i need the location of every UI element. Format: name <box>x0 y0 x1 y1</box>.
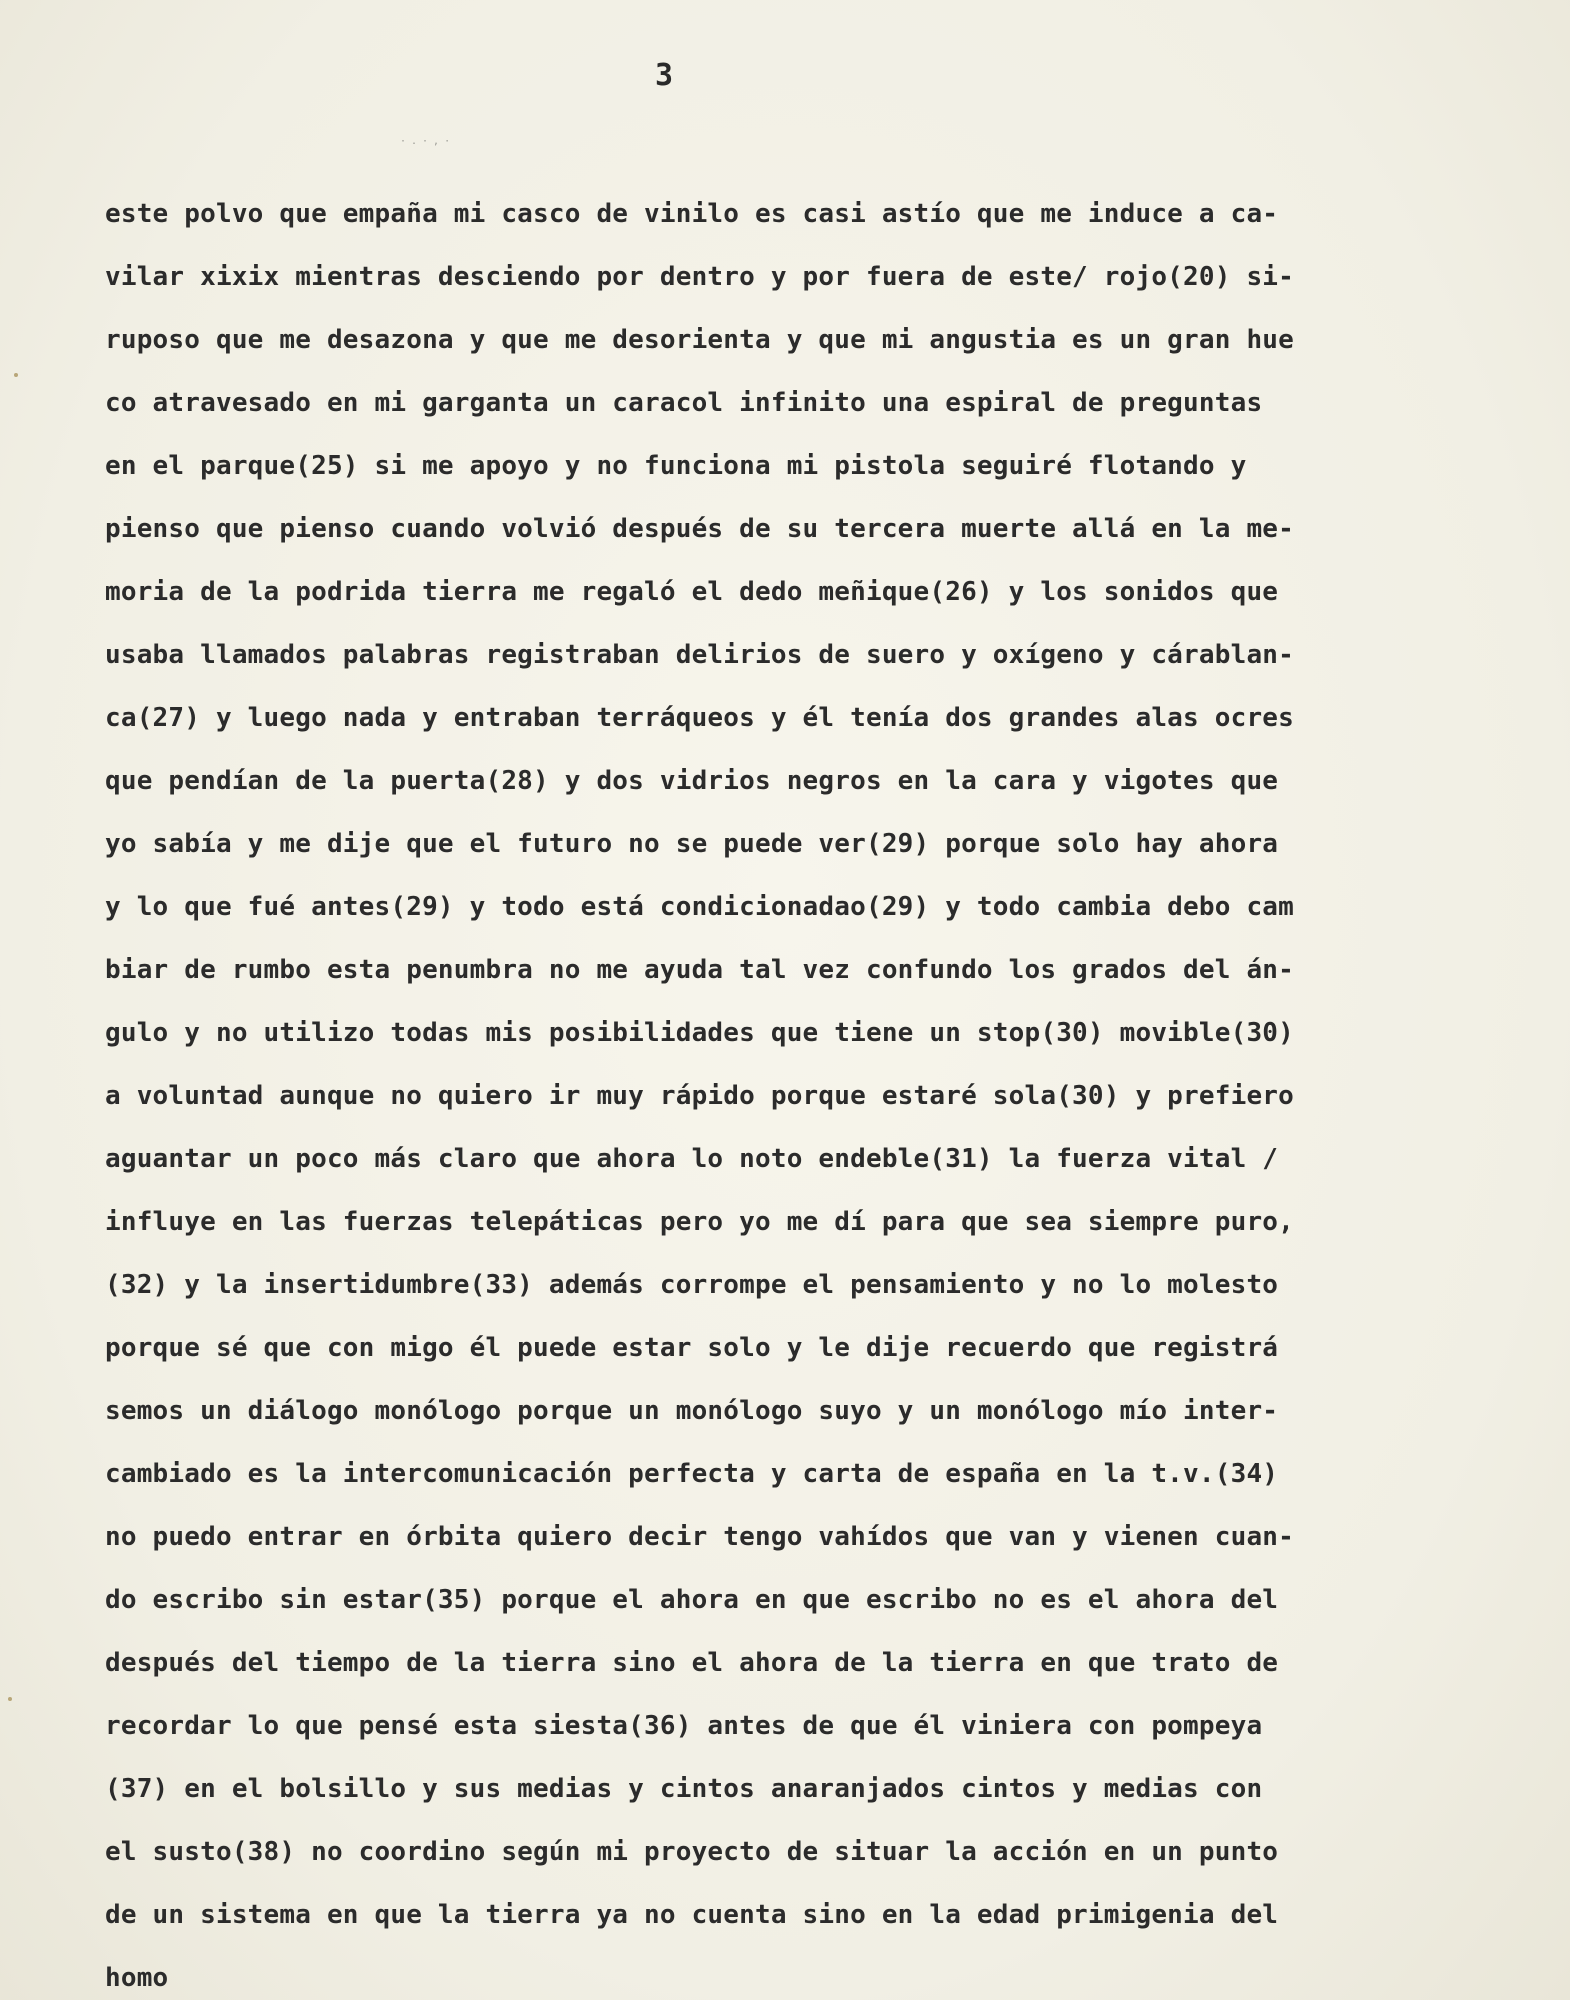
text-line: homo <box>105 1963 169 1993</box>
text-line: después del tiempo de la tierra sino el ahora de la tierra en que trato de <box>105 1648 1279 1678</box>
text-line: (32) y la insertidumbre(33) además corrompe el pensamiento y no lo molesto <box>105 1270 1279 1300</box>
text-line: pienso que pienso cuando volvió después de su tercera muerte allá en la me- <box>105 514 1294 544</box>
text-line: (37) en el bolsillo y sus medias y cintos anaranjados cintos y medias con <box>105 1774 1263 1804</box>
text-line: ca(27) y luego nada y entraban terráqueos y él tenía dos grandes alas ocres <box>105 703 1294 733</box>
text-line: porque sé que con migo él puede estar solo y le dije recuerdo que registrá <box>105 1333 1279 1363</box>
margin-mark <box>14 373 18 377</box>
margin-mark <box>8 1697 12 1701</box>
text-line: este polvo que empaña mi casco de vinilo es casi astío que me induce a ca- <box>105 199 1279 229</box>
text-line: el susto(38) no coordino según mi proyecto de situar la acción en un punto <box>105 1837 1279 1867</box>
text-line: vilar xixix mientras desciendo por dentro y por fuera de este/ rojo(20) si- <box>105 262 1294 292</box>
text-line: co atravesado en mi garganta un caracol infinito una espiral de preguntas <box>105 388 1263 418</box>
text-line: ruposo que me desazona y que me desorienta y que mi angustia es un gran hue <box>105 325 1294 355</box>
text-line: yo sabía y me dije que el futuro no se puede ver(29) porque solo hay ahora <box>105 829 1279 859</box>
text-line: a voluntad aunque no quiero ir muy rápido porque estaré sola(30) y prefiero <box>105 1081 1294 1111</box>
text-line: que pendían de la puerta(28) y dos vidrios negros en la cara y vigotes que <box>105 766 1279 796</box>
text-line: do escribo sin estar(35) porque el ahora en que escribo no es el ahora del <box>105 1585 1279 1615</box>
text-line: biar de rumbo esta penumbra no me ayuda tal vez confundo los grados del án- <box>105 955 1294 985</box>
text-line: aguantar un poco más claro que ahora lo noto endeble(31) la fuerza vital / <box>105 1144 1279 1174</box>
text-line: en el parque(25) si me apoyo y no funciona mi pistola seguiré flotando y <box>105 451 1247 481</box>
ink-specks: ·.·,· <box>400 136 456 147</box>
page-number: 3 <box>655 58 674 93</box>
text-line: no puedo entrar en órbita quiero decir tengo vahídos que van y vienen cuan- <box>105 1522 1294 1552</box>
text-line: cambiado es la intercomunicación perfecta y carta de españa en la t.v.(34) <box>105 1459 1279 1489</box>
text-line: moria de la podrida tierra me regaló el dedo meñique(26) y los sonidos que <box>105 577 1279 607</box>
text-line: influye en las fuerzas telepáticas pero yo me dí para que sea siempre puro, <box>105 1207 1294 1237</box>
text-line: gulo y no utilizo todas mis posibilidades que tiene un stop(30) movible(30) <box>105 1018 1294 1048</box>
text-line: de un sistema en que la tierra ya no cuenta sino en la edad primigenia del <box>105 1900 1279 1930</box>
text-line: usaba llamados palabras registraban delirios de suero y oxígeno y cárablan- <box>105 640 1294 670</box>
body-text <box>105 183 1525 2000</box>
text-line: semos un diálogo monólogo porque un monólogo suyo y un monólogo mío inter- <box>105 1396 1279 1426</box>
text-line: y lo que fué antes(29) y todo está condicionadao(29) y todo cambia debo cam <box>105 892 1294 922</box>
text-line: recordar lo que pensé esta siesta(36) antes de que él viniera con pompeya <box>105 1711 1263 1741</box>
